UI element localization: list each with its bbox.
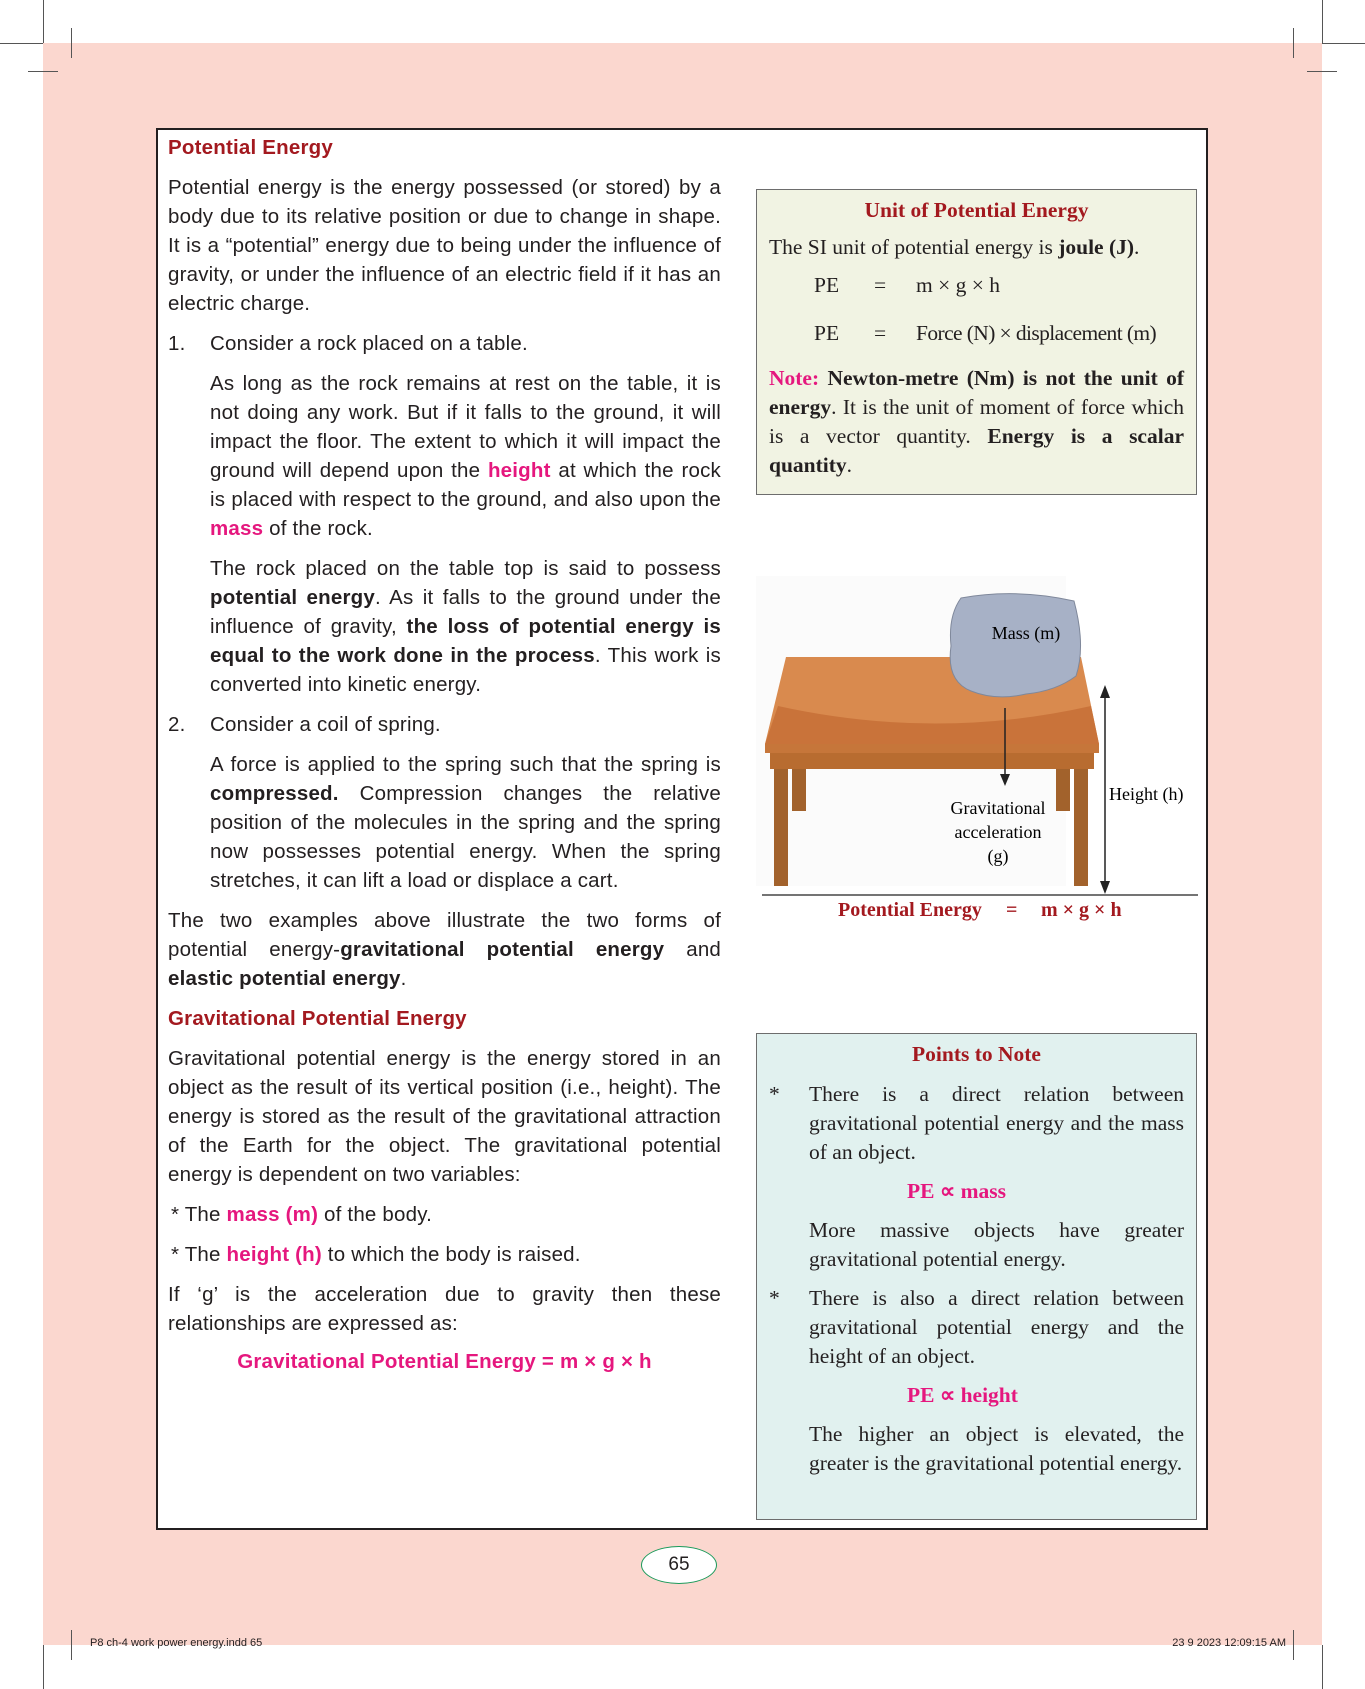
table-leg: [1074, 766, 1088, 886]
relation-height: PE ∝ height: [907, 1383, 1018, 1407]
rock-on-table-figure: [756, 576, 1206, 936]
unit-box: [756, 189, 1197, 495]
crop-mark: [28, 71, 58, 72]
bullet-height: * The height (h) to which the body is raised.: [171, 1243, 581, 1266]
rock-pe-paragraph: The rock placed on the table top is said to possess potential energy. As it falls to the ground under the influence of gravity, the loss of potential energy is equal to the work done in the process. This work is converted into kinetic energy.: [210, 557, 721, 696]
points-title: Points to Note: [912, 1042, 1041, 1066]
footer-filename: P8 ch-4 work power energy.indd 65: [90, 1637, 263, 1649]
crop-mark: [1307, 71, 1337, 72]
crop-mark: [1322, 1645, 1323, 1689]
relation-mass: PE ∝ mass: [907, 1179, 1006, 1203]
si-unit-line: The SI unit of potential energy is joule (J).: [769, 235, 1140, 259]
mass-label: Mass (m): [991, 623, 1061, 643]
crop-mark: [43, 1645, 44, 1689]
list-text: Consider a rock placed on a table.: [210, 332, 528, 355]
crop-mark: [0, 43, 43, 44]
point-2: * There is also a direct relation between gravitational potential energy and the height of an object.: [769, 1286, 1184, 1368]
left-column: [168, 133, 721, 1376]
heading-potential-energy: Potential Energy: [168, 136, 333, 159]
point-1: * There is a direct relation between gravitational potential energy and the mass of an object.: [769, 1082, 1184, 1164]
caption-formula: m × g × h: [1041, 899, 1122, 921]
height-arrowhead-up: [1100, 685, 1110, 698]
list-item-1: [168, 329, 721, 358]
intro-paragraph: Potential energy is the energy possessed (or stored) by a body due to its relative position or due to change in shape. It is a “potential” energy due to being under the influence of gravity, or under the influence of an electric field if it has an electric charge.: [168, 176, 721, 315]
heading-gravitational-pe: Gravitational Potential Energy: [168, 1007, 467, 1030]
crop-mark: [71, 1630, 72, 1660]
table-leg: [1056, 766, 1070, 811]
gpe-formula: Gravitational Potential Energy = m × g × h: [237, 1350, 652, 1373]
table-apron: [770, 751, 1094, 769]
crop-mark: [1322, 0, 1323, 43]
height-arrowhead-down: [1100, 881, 1110, 894]
rock: [950, 594, 1080, 697]
footer-timestamp: 23 9 2023 12:09:15 AM: [1172, 1637, 1286, 1649]
list-item-2: [168, 710, 721, 739]
unit-box-title: Unit of Potential Energy: [864, 198, 1089, 222]
gravity-label-3: (g): [987, 846, 1009, 866]
points-to-note-box: [756, 1033, 1197, 1520]
gravity-label-1: Gravitational: [950, 798, 1046, 818]
list-number: 2.: [168, 713, 186, 736]
point-2-detail: The higher an object is elevated, the greater is the gravitational potential energy.: [809, 1422, 1184, 1475]
unit-note: Note: Newton-metre (Nm) is not the unit of energy. It is the unit of moment of force which is a vector quantity. Energy is a scalar quantity.: [769, 366, 1184, 477]
crop-mark: [71, 28, 72, 58]
caption-equals: =: [1006, 899, 1018, 921]
bullet-mass: * The mass (m) of the body.: [171, 1203, 433, 1226]
crop-mark: [43, 0, 44, 43]
list-number: 1.: [168, 332, 186, 355]
table-leg: [774, 766, 788, 886]
gpe-paragraph: Gravitational potential energy is the energy stored in an object as the result of its vertical position (i.e., height). The energy is stored as the result of the gravitational attraction of the Earth for the object. The gravitational potential energy is dependent on two variables:: [168, 1047, 721, 1186]
caption-label: Potential Energy: [838, 899, 982, 921]
crop-mark: [1322, 43, 1365, 44]
height-label: Height (h): [1109, 784, 1184, 804]
gravity-label-2: acceleration: [954, 822, 1042, 842]
list-text: Consider a coil of spring.: [210, 713, 441, 736]
page-number: 65: [641, 1546, 717, 1584]
table-edge: [765, 744, 1099, 753]
table-leg: [792, 766, 806, 811]
relationship-paragraph: If ‘g’ is the acceleration due to gravity then these relationships are expressed as:: [168, 1283, 721, 1335]
rock-paragraph: As long as the rock remains at rest on the table, it is not doing any work. But if it falls to the ground, it will impact the floor. The extent to which it will impact the ground will depend upon the height at which the rock is placed with respect to the ground, and also upon the mass of the rock.: [210, 372, 721, 540]
crop-mark: [1293, 1630, 1294, 1660]
spring-paragraph: A force is applied to the spring such that the spring is compressed. Compression changes the relative position of the molecules in the spring and the spring now possesses potential energy. When the spring stretches, it can lift a load or displace a cart.: [210, 753, 721, 892]
crop-mark: [1293, 28, 1294, 58]
equation-1: PE = m × g × h: [814, 273, 1000, 297]
equation-2: PE = Force (N) × displacement (m): [814, 321, 1157, 345]
forms-paragraph: The two examples above illustrate the two forms of potential energy-gravitational potential energy and elastic potential energy.: [168, 909, 722, 990]
point-1-detail: More massive objects have greater gravitational potential energy.: [809, 1218, 1184, 1271]
